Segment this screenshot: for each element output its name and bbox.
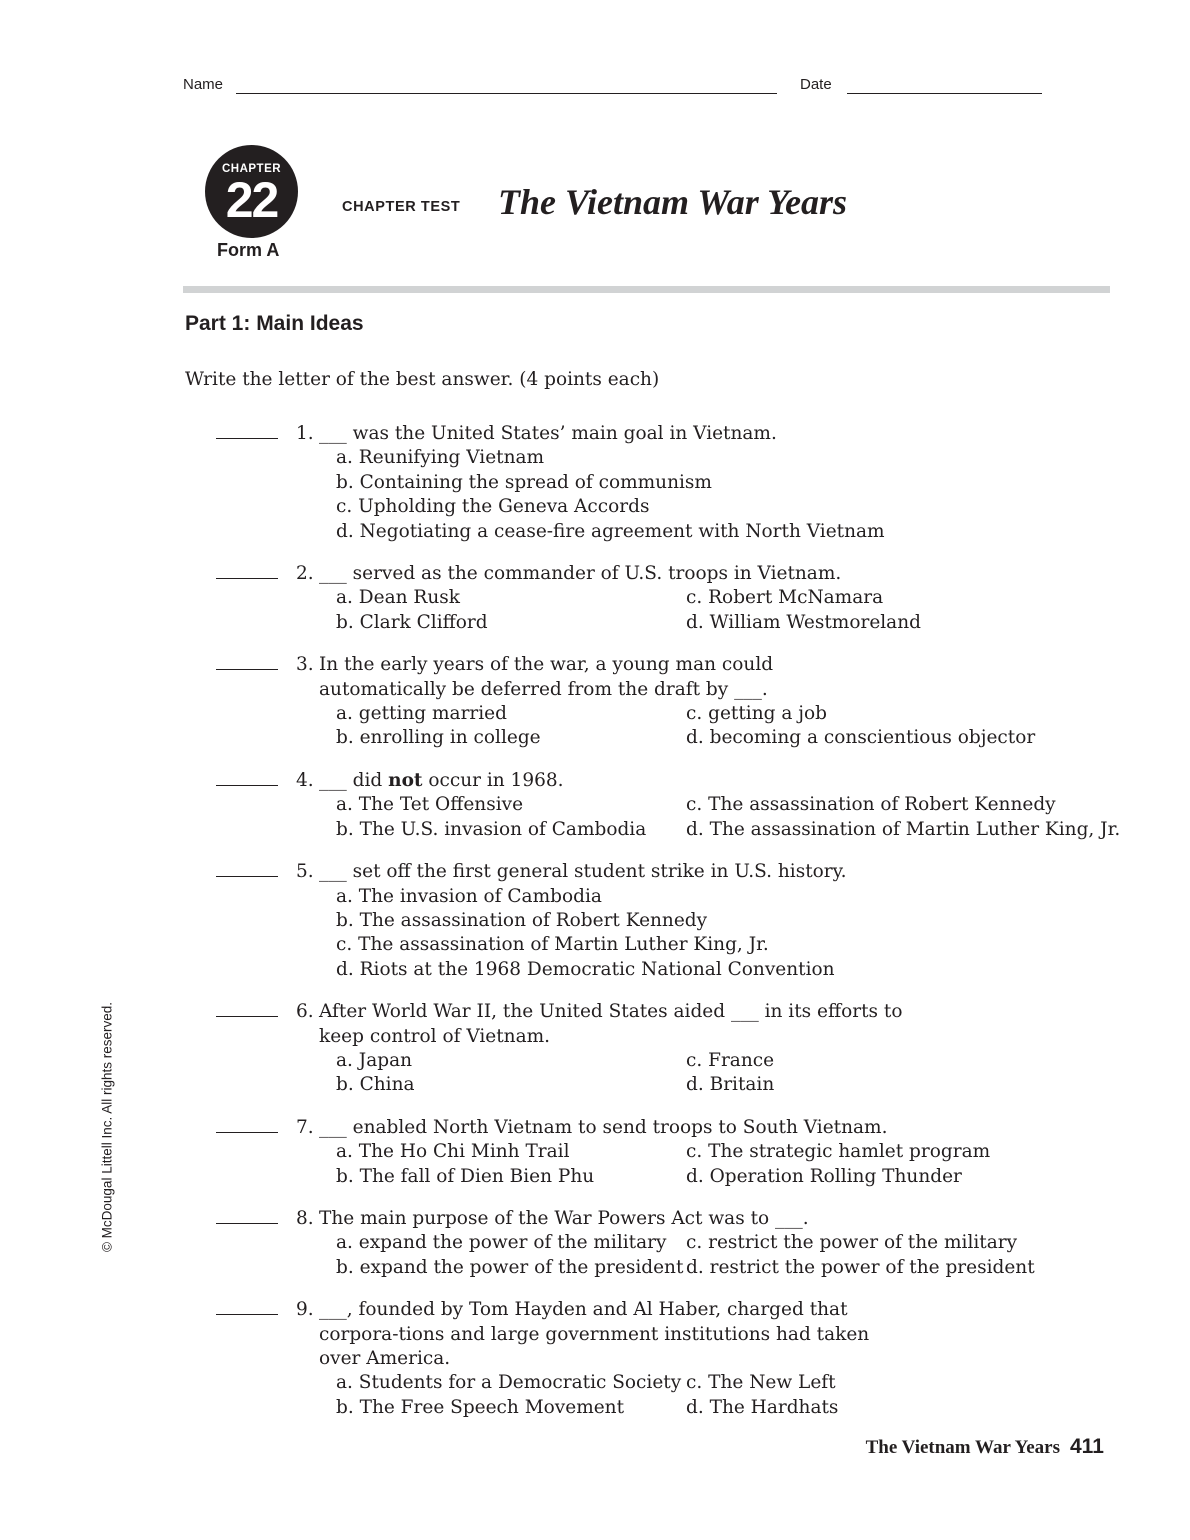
choice-d: d. The assassination of Martin Luther King, Jr. (686, 818, 1121, 840)
question-6 (216, 1000, 1096, 1098)
answer-blank[interactable] (216, 1223, 278, 1224)
question-number: 5. (296, 861, 314, 883)
choice-d: d. restrict the power of the president (686, 1256, 1035, 1278)
choice-d: d. The Hardhats (686, 1396, 839, 1418)
choice-d: d. Riots at the 1968 Democratic National Convention (336, 958, 835, 980)
choice-b: b. The fall of Dien Bien Phu (336, 1165, 595, 1187)
answer-blank[interactable] (216, 438, 278, 439)
footer-title: The Vietnam War Years (865, 1437, 1060, 1458)
question-3 (216, 653, 1096, 751)
question-stem-start: ___ did (319, 769, 389, 791)
choice-a: a. Students for a Democratic Society (336, 1372, 682, 1394)
choice-d: d. Britain (686, 1074, 775, 1096)
choice-a: a. The Ho Chi Minh Trail (336, 1141, 570, 1163)
answer-blank[interactable] (216, 876, 278, 877)
instructions: Write the letter of the best answer. (4 points each) (185, 369, 660, 390)
choice-c: c. The assassination of Martin Luther King, Jr. (336, 934, 769, 956)
date-field[interactable] (847, 93, 1042, 94)
question-number: 3. (296, 654, 314, 676)
question-stem: ___, founded by Tom Hayden and Al Haber, charged that corpora-tions and large government institutions had taken over America. (319, 1299, 870, 1369)
form-label: Form A (217, 240, 280, 260)
choice-b: b. enrolling in college (336, 727, 541, 749)
part-title: Part 1: Main Ideas (185, 312, 364, 335)
page-title: The Vietnam War Years (498, 182, 848, 222)
copyright-notice: © McDougal Littell Inc. All rights reserved. (99, 1001, 115, 1253)
answer-blank[interactable] (216, 1132, 278, 1133)
answer-blank[interactable] (216, 785, 278, 786)
question-stem: The main purpose of the War Powers Act was to ___. (319, 1207, 809, 1229)
choice-a: a. Dean Rusk (336, 587, 460, 609)
question-stem: ___ served as the commander of U.S. troops in Vietnam. (319, 563, 842, 585)
question-2 (216, 562, 1096, 635)
answer-blank[interactable] (216, 1016, 278, 1017)
choice-a: a. The Tet Offensive (336, 794, 524, 816)
choice-d: d. becoming a conscientious objector (686, 727, 1036, 749)
question-number: 2. (296, 563, 314, 585)
question-stem: ___ enabled North Vietnam to send troops to South Vietnam. (319, 1116, 888, 1138)
question-list (216, 422, 1121, 1438)
choice-d: d. William Westmoreland (686, 611, 921, 633)
choice-c: c. France (686, 1049, 775, 1071)
question-5 (216, 860, 1096, 982)
question-number: 8. (296, 1207, 314, 1229)
chapter-badge-label: CHAPTER (221, 163, 282, 175)
question-stem-emphasis: not (388, 769, 423, 791)
choice-a: a. The invasion of Cambodia (336, 885, 602, 907)
choice-a: a. getting married (336, 703, 507, 725)
answer-blank[interactable] (216, 578, 278, 579)
choice-b: b. The U.S. invasion of Cambodia (336, 818, 647, 840)
question-8 (216, 1207, 1096, 1280)
choice-c: c. Upholding the Geneva Accords (336, 496, 650, 518)
question-number: 1. (296, 423, 314, 444)
question-7 (216, 1116, 1096, 1189)
question-number: 7. (296, 1116, 314, 1138)
chapter-badge (205, 145, 298, 238)
choice-a: a. Japan (336, 1049, 413, 1071)
question-number: 6. (296, 1001, 314, 1023)
choice-c: c. The strategic hamlet program (686, 1141, 991, 1163)
choice-b: b. The Free Speech Movement (336, 1396, 625, 1418)
choice-b: b. Clark Clifford (336, 611, 488, 633)
chapter-test-label: CHAPTER TEST (342, 199, 461, 215)
question-stem: In the early years of the war, a young man could automatically be deferred from the draft by ___. (319, 654, 774, 700)
choice-b: b. Containing the spread of communism (336, 471, 712, 493)
choice-c: c. getting a job (686, 703, 827, 725)
question-stem-end: occur in 1968. (422, 769, 564, 791)
question-number: 9. (296, 1299, 314, 1321)
answer-blank[interactable] (216, 1314, 278, 1315)
question-stem: ___ set off the first general student strike in U.S. history. (319, 861, 847, 883)
choice-d: d. Negotiating a cease-fire agreement with North Vietnam (336, 520, 885, 542)
chapter-number: 22 (225, 172, 278, 228)
question-stem: After World War II, the United States aided ___ in its efforts to keep control of Vietnam. (319, 1001, 903, 1047)
choice-c: c. restrict the power of the military (686, 1232, 1018, 1254)
question-1 (216, 422, 1096, 544)
name-field[interactable] (236, 93, 777, 94)
question-4 (216, 769, 1121, 842)
section-divider (183, 286, 1110, 293)
choice-c: c. The assassination of Robert Kennedy (686, 794, 1056, 816)
date-label: Date (800, 76, 832, 93)
page-number: 411 (1070, 1435, 1104, 1458)
question-9 (216, 1298, 1096, 1420)
choice-b: b. expand the power of the president (336, 1256, 684, 1278)
question-stem: ___ was the United States’ main goal in Vietnam. (319, 423, 777, 444)
choice-b: b. China (336, 1074, 415, 1096)
choice-a: a. expand the power of the military (336, 1232, 667, 1254)
choice-a: a. Reunifying Vietnam (336, 447, 545, 469)
question-number: 4. (296, 769, 314, 791)
choice-c: c. Robert McNamara (686, 587, 884, 609)
choice-c: c. The New Left (686, 1372, 836, 1394)
choice-d: d. Operation Rolling Thunder (686, 1165, 962, 1187)
choice-b: b. The assassination of Robert Kennedy (336, 909, 708, 931)
name-label: Name (183, 76, 224, 93)
answer-blank[interactable] (216, 669, 278, 670)
